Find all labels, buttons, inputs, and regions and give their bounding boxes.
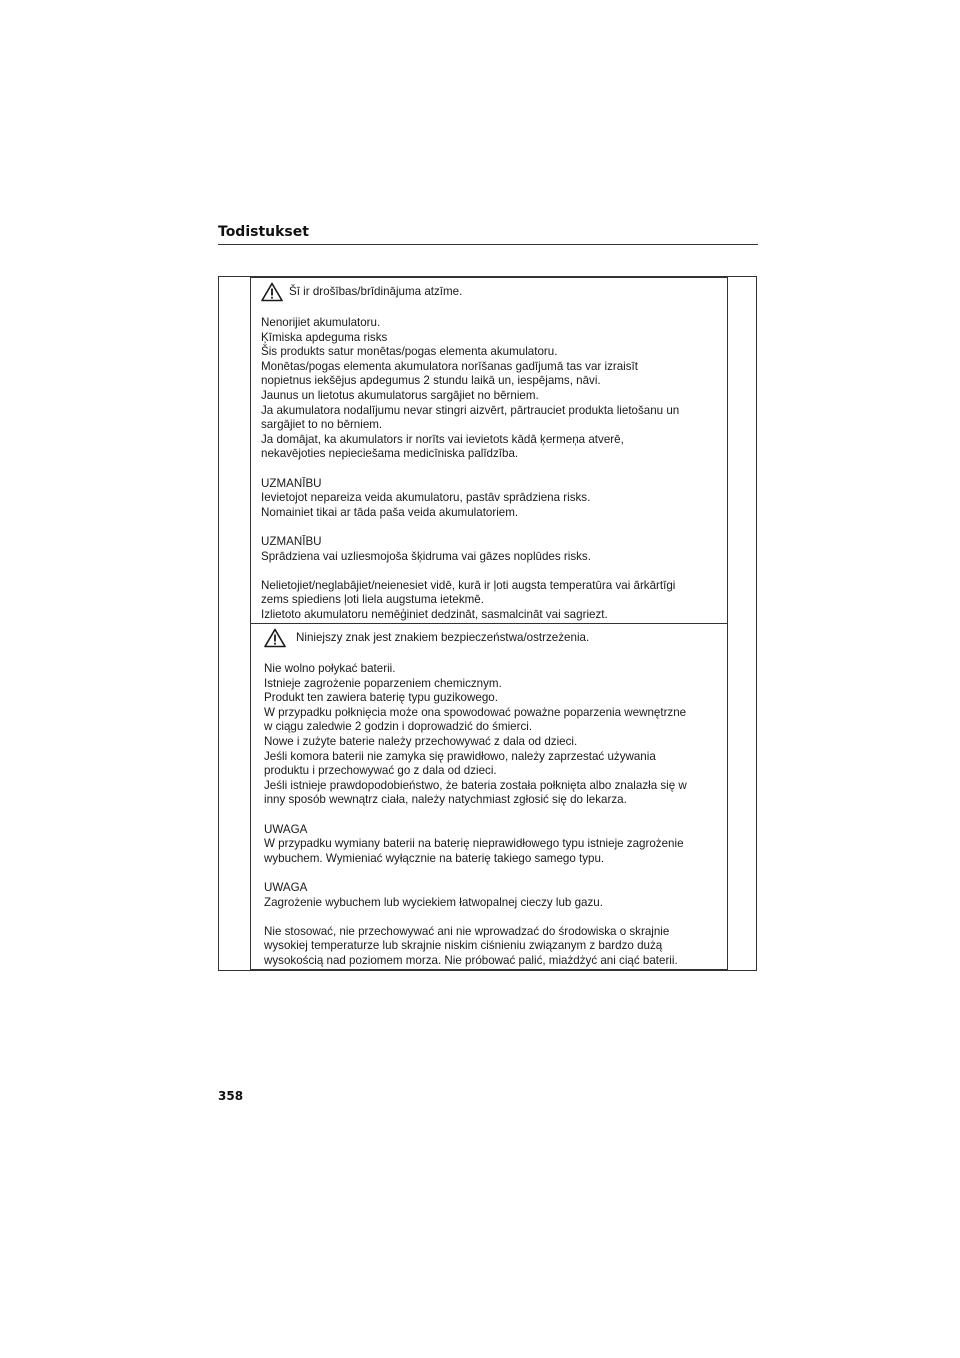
polish-warning-cell [264,628,724,968]
text-line: UWAGA [264,822,308,836]
text-line: wysokością nad poziomem morza. Nie próbować palić, miażdżyć ani ciąć baterii. [264,953,678,967]
text-line: sargājiet to no bērniem. [261,418,383,432]
table-top-rule [250,276,728,278]
text-line: UZMANĪBU [261,476,322,490]
text-line: produktu i przechowywać go z dala od dzieci. [264,764,497,778]
text-line: Produkt ten zawiera baterię typu guzikowego. [264,691,498,705]
text-line: Nomainiet tikai ar tāda paša veida akumulatoriem. [261,505,519,519]
paragraph [264,662,724,808]
paragraph [261,579,721,623]
section-title: Todistukset [218,224,309,240]
text-line: Izlietoto akumulatoru nemēģiniet dedzināt, sasmalcināt vai sagriezt. [261,607,608,621]
polish-warning-heading: Niniejszy znak jest znakiem bezpieczeństwa/ostrzeżenia. [296,630,590,644]
paragraph [264,823,724,867]
paragraph [261,316,721,462]
text-line: Ķīmiska apdeguma risks [261,330,388,344]
title-divider [218,244,758,245]
text-line: Nie wolno połykać baterii. [264,662,396,675]
text-line: W przypadku połknięcia może ona spowodować poważne poparzenia wewnętrzne [264,705,687,719]
paragraph [264,925,724,969]
paragraph [261,477,721,521]
table-bottom-rule [250,969,728,971]
text-line: Nenorijiet akumulatoru. [261,316,381,329]
polish-paragraphs [264,662,724,968]
text-line: wybuchem. Wymieniać wyłącznie na baterię takiego samego typu. [264,851,605,865]
text-line: Istnieje zagrożenie poparzeniem chemicznym. [264,676,502,690]
text-line: Nie stosować, nie przechowywać ani nie wprowadzać do środowiska o skrajnie [264,924,670,938]
text-line: w ciągu zaledwie 2 godzin i doprowadzić do śmierci. [264,720,533,734]
text-line: Zagrożenie wybuchem lub wyciekiem łatwopalnej cieczy lub gazu. [264,895,603,909]
text-line: Ja domājat, ka akumulators ir norīts vai ievietots kādā ķermeņa atverē, [261,432,624,446]
text-line: inny sposób wewnątrz ciała, należy natychmiast zgłosić się do lekarza. [264,793,627,807]
text-line: UZMANĪBU [261,534,322,548]
table-row-divider [250,623,728,624]
text-line: Nelietojiet/neglabājiet/neienesiet vidē, kurā ir ļoti augsta temperatūra vai ārkārtīgi [261,578,676,592]
page-number: 358 [218,1089,244,1103]
text-line: UWAGA [264,880,308,894]
text-line: zems spiediens ļoti liela augstuma ietekmē. [261,593,484,607]
text-line: nekavējoties nepieciešama medicīniska palīdzība. [261,447,519,461]
text-line: W przypadku wymiany baterii na baterię nieprawidłowego typu istnieje zagrożenie [264,837,684,851]
paragraph [261,535,721,564]
text-line: Jeśli istnieje prawdopodobieństwo, że bateria została połknięta albo znalazła się w [264,778,687,792]
warning-triangle-icon [264,628,286,648]
paragraph [264,881,724,910]
text-line: Jaunus un lietotus akumulatorus sargājiet no bērniem. [261,388,539,402]
text-line: Ievietojot nepareiza veida akumulatoru, pastāv sprādziena risks. [261,491,591,505]
latvian-paragraphs [261,316,721,622]
text-line: Sprādziena vai uzliesmojoša šķidruma vai gāzes noplūdes risks. [261,549,591,563]
latvian-warning-heading: Šī ir drošības/brīdinājuma atzīme. [289,284,463,298]
warning-triangle-icon [261,282,283,302]
text-line: Monētas/pogas elementa akumulatora norīšanas gadījumā tas var izraisīt [261,359,638,373]
text-line: Ja akumulatora nodalījumu nevar stingri aizvērt, pārtrauciet produkta lietošanu un [261,403,680,417]
text-line: Šis produkts satur monētas/pogas elementa akumulatoru. [261,345,558,359]
text-line: wysokiej temperaturze lub skrajnie niskim ciśnieniu związanym z bardzo dużą [264,939,663,953]
text-line: nopietnus iekšējus apdegumus 2 stundu laikā un, iespējams, nāvi. [261,374,601,388]
text-line: Jeśli komora baterii nie zamyka się prawidłowo, należy zaprzestać używania [264,749,656,763]
latvian-warning-cell [261,282,721,622]
text-line: Nowe i zużyte baterie należy przechowywać z dala od dzieci. [264,734,578,748]
